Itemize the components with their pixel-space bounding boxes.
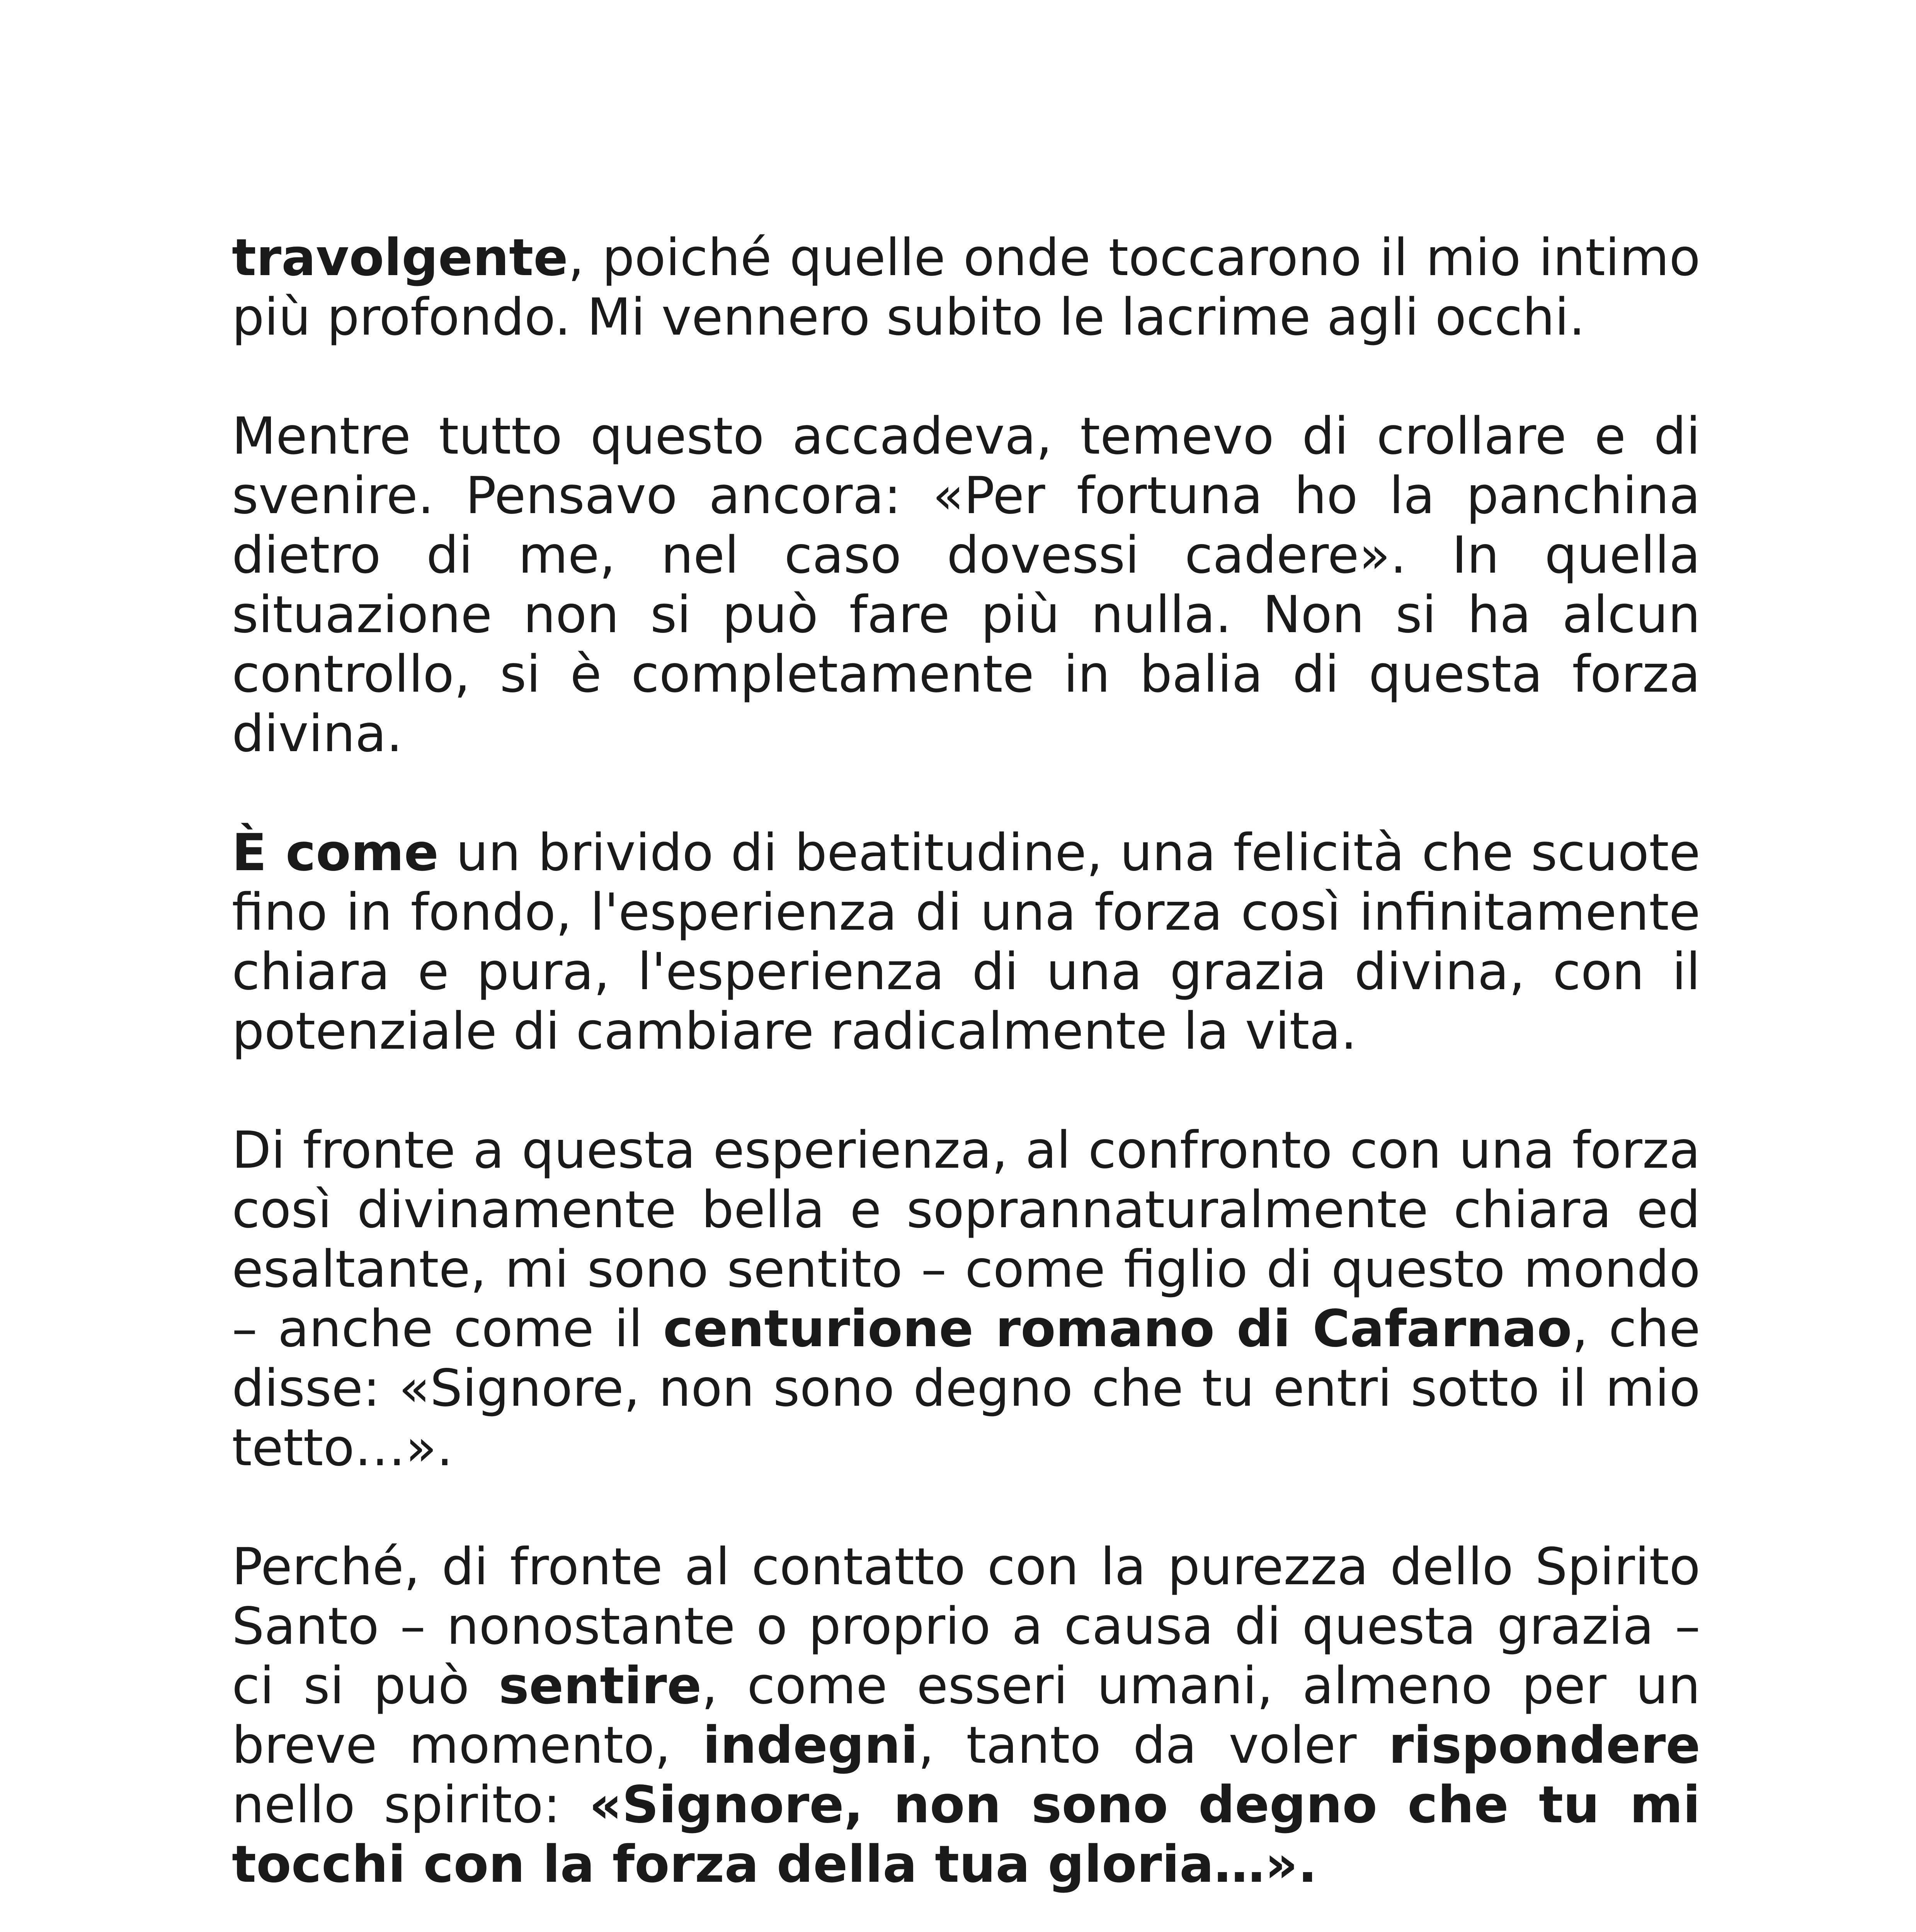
text-segment: Di fronte a questa esperienza, al confronto con una forza così divinamente bella e soprannaturalmente chiara ed esaltante, mi sono sentito – come figlio di questo mondo – anche come il <box>232 1121 1700 1359</box>
paragraph <box>232 228 1700 347</box>
paragraph <box>232 406 1700 764</box>
text-segment: Perché, di fronte al contatto con la purezza dello Spirito Santo – nonostante o proprio a causa di questa grazia – ci si può <box>232 1537 1700 1716</box>
bold-text: «Signore, non sono degno che tu mi tocchi con la forza della tua gloria…». <box>232 1775 1701 1894</box>
body-text <box>232 228 1700 1932</box>
bold-text: travolgente <box>232 228 568 287</box>
paragraph <box>232 1121 1700 1478</box>
paragraph <box>232 1537 1700 1894</box>
text-segment: , poiché quelle onde toccarono il mio intimo più profondo. Mi vennero subito le lacrime agli occhi. <box>232 228 1700 347</box>
text-segment: un brivido di beatitudine, una felicità che scuote fino in fondo, l'esperienza di una forza così infinitamente chiara e pura, l'esperienza di una grazia divina, con il potenziale di cambiare radicalmente la vita. <box>232 823 1700 1061</box>
bold-text: sentire <box>499 1656 702 1716</box>
text-segment: , che disse: «Signore, non sono degno che tu entri sotto il mio tetto…». <box>232 1299 1700 1478</box>
text-segment: , come esseri umani, almeno per un breve momento, <box>232 1656 1701 1775</box>
bold-text: indegni <box>703 1716 918 1775</box>
bold-text: È come <box>232 823 439 883</box>
text-segment: Mentre tutto questo accadeva, temevo di crollare e di svenire. Pensavo ancora: «Per fortuna ho la panchina dietro di me, nel caso dovessi cadere». In quella situazione non si può fare più nulla. Non si ha alcun controllo, si è completamente in balia di questa forza divina. <box>232 406 1700 764</box>
paragraph <box>232 823 1700 1061</box>
text-segment: nello spirito: <box>232 1775 589 1835</box>
bold-text: centurione romano di Cafarnao <box>663 1299 1572 1359</box>
text-segment: , tanto da voler <box>918 1716 1389 1775</box>
bold-text: rispondere <box>1389 1716 1701 1775</box>
